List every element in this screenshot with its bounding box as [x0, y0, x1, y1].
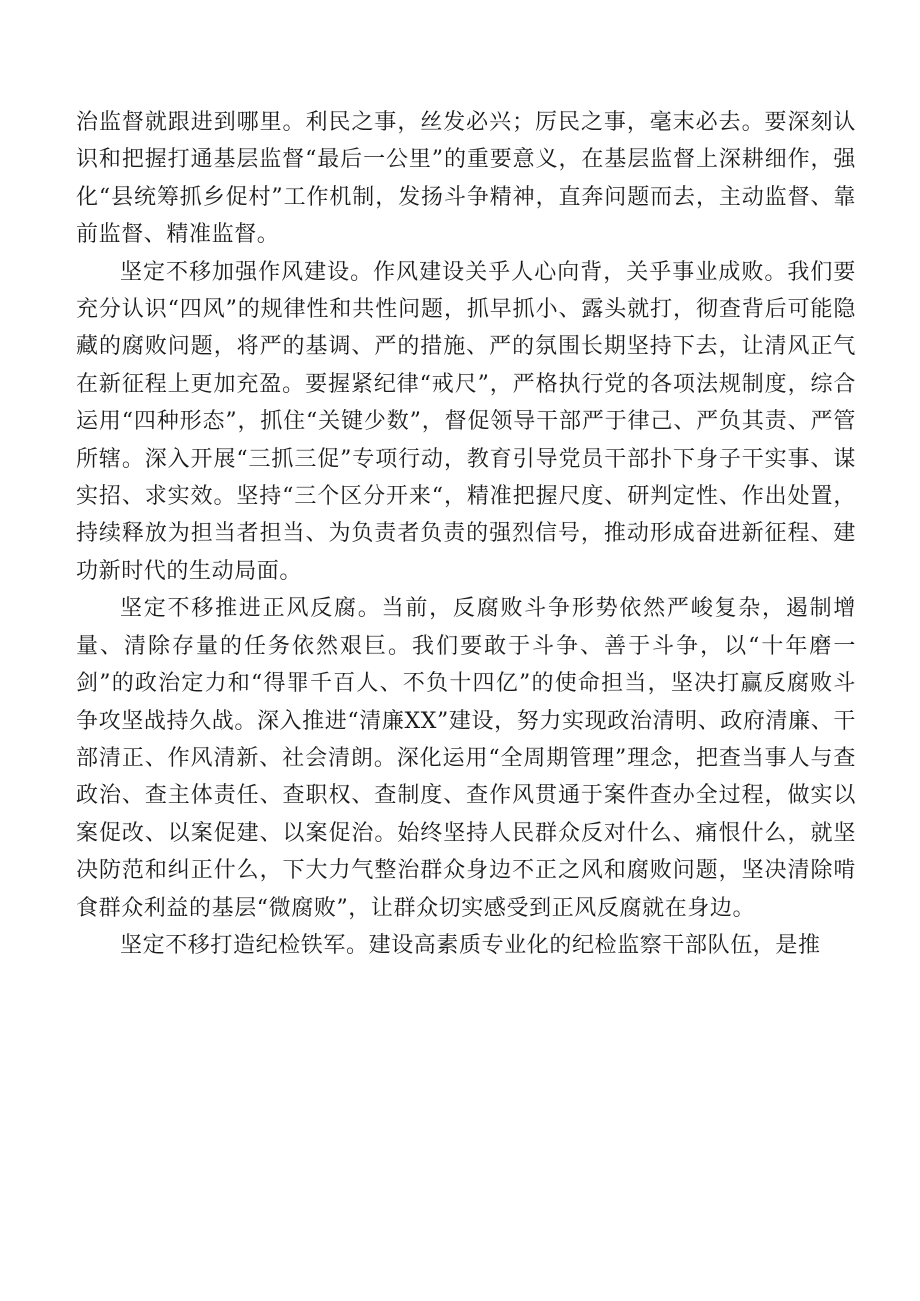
- paragraph-discipline-team: 坚定不移打造纪检铁军。建设高素质专业化的纪检监察干部队伍，是推: [120, 932, 821, 958]
- document-body: [76, 104, 856, 964]
- paragraph-anti-corruption: 坚定不移推进正风反腐。当前，反腐败斗争形势依然严峻复杂，遏制增量、清除存量的任务依然艰巨。我们要敢于斗争、善于斗争，以“十年磨一剑”的政治定力和“得罪千百人、不负十四亿”的使命担当，坚决打赢反腐败斗争攻坚战持久战。深入推进“清廉XX”建设，努力实现政治清明、政府清廉、干部清正、作风清新、社会清朗。深化运用“全周期管理”理念，把查当事人与查政治、查主体责任、查职权、查制度、查作风贯通于案件查办全过程，做实以案促改、以案促建、以案促治。始终坚持人民群众反对什么、痛恨什么，就坚决防范和纠正什么，下大力气整治群众身边不正之风和腐败问题，坚决清除啃食群众利益的基层“微腐败”，让群众切实感受到正风反腐就在身边。: [76, 596, 856, 921]
- paragraph-basic-supervision: 治监督就跟进到哪里。利民之事，丝发必兴；厉民之事，毫末必去。要深刻认识和把握打通基层监督“最后一公里”的重要意义，在基层监督上深耕细作，强化“县统筹抓乡促村”工作机制，发扬斗争精神，直奔问题而去，主动监督、靠前监督、精准监督。: [76, 110, 856, 248]
- paragraph-work-style: 坚定不移加强作风建设。作风建设关乎人心向背，关乎事业成败。我们要充分认识“四风”的规律性和共性问题，抓早抓小、露头就打，彻查背后可能隐藏的腐败问题，将严的基调、严的措施、严的氛围长期坚持下去，让清风正气在新征程上更加充盈。要握紧纪律“戒尺”，严格执行党的各项法规制度，综合运用“四种形态”，抓住“关键少数”，督促领导干部严于律己、严负其责、严管所辖。深入开展“三抓三促”专项行动，教育引导党员干部扑下身子干实事、谋实招、求实效。坚持“三个区分开来“，精准把握尺度、研判定性、作出处置，持续释放为担当者担当、为负责者负责的强烈信号，推动形成奋进新征程、建功新时代的生动局面。: [76, 259, 856, 584]
